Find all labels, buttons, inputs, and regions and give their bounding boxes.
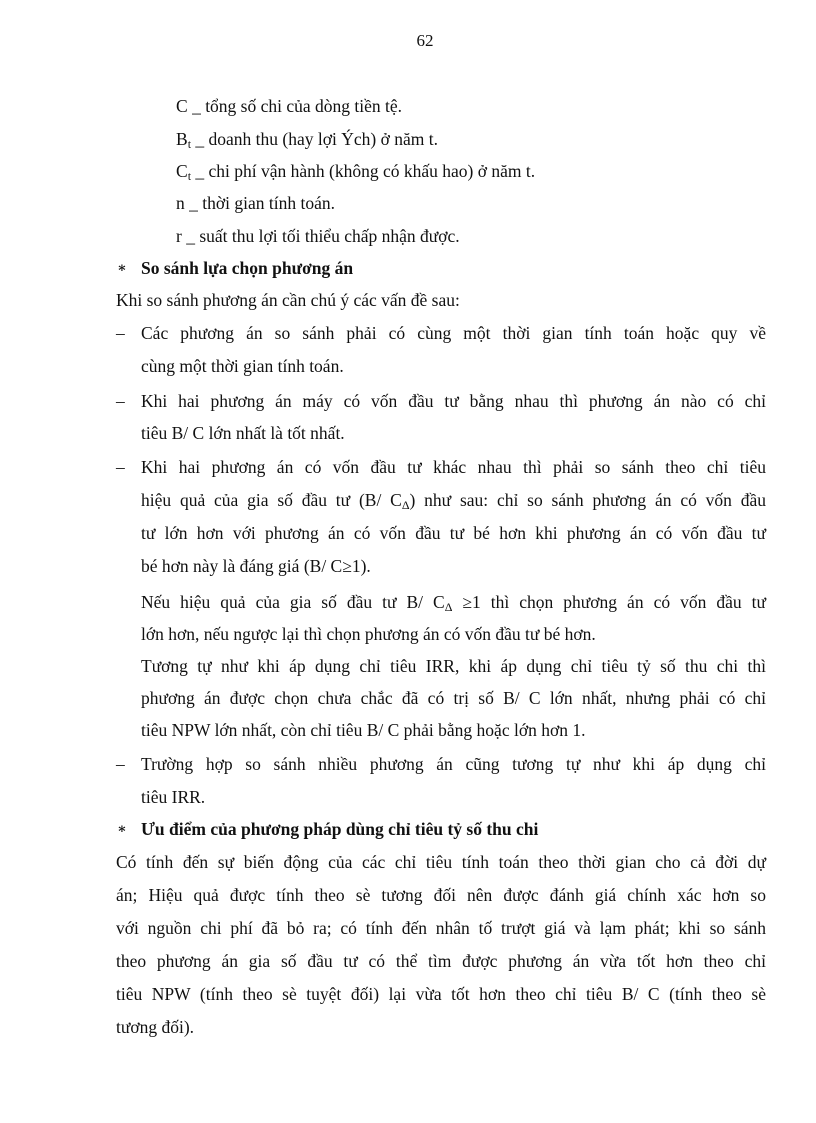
list-item-line: tiêu NPW lớn nhất, còn chỉ tiêu B/ C phải bằng hoặc lớn hơn 1. xyxy=(141,720,586,740)
dash-bullet: – xyxy=(116,754,125,774)
section-heading: So sánh lựa chọn phương án xyxy=(141,258,354,278)
dash-bullet: – xyxy=(116,391,125,411)
paragraph-line: án; Hiệu quả được tính theo sè tương đối nên được đánh giá chính xác hơn so xyxy=(116,885,766,905)
dash-bullet: – xyxy=(116,323,125,343)
list-item-line: Tương tự như khi áp dụng chỉ tiêu IRR, khi áp dụng chỉ tiêu tỷ số thu chi thì xyxy=(141,656,766,676)
list-item-line: tư lớn hơn với phương án có vốn đầu tư bé hơn khi phương án có vốn đầu tư xyxy=(141,523,766,543)
list-item-line: lớn hơn, nếu ngược lại thì chọn phương án có vốn đầu tư bé hơn. xyxy=(141,624,596,644)
dash-bullet: – xyxy=(116,457,125,477)
definition-item: r _ suất thu lợi tối thiểu chấp nhận được. xyxy=(176,226,460,246)
page-number: 62 xyxy=(416,31,434,50)
definition-item: $C_t$ _ chi phí vận hành (không có khấu hao) ở năm t. xyxy=(176,161,536,183)
paragraph-line: theo phương án gia số đầu tư có thể tìm được phương án vừa tốt hơn theo chỉ xyxy=(116,951,766,971)
list-item-line: phương án được chọn chưa chắc đã có trị số B/ C lớn nhất, nhưng phải có chỉ xyxy=(141,688,766,708)
section-heading: Ưu điểm của phương pháp dùng chỉ tiêu tỷ số thu chi xyxy=(141,819,539,839)
list-item-line: Các phương án so sánh phải có cùng một thời gian tính toán hoặc quy về xyxy=(141,323,766,343)
list-item-line: hiệu quả của gia số đầu tư (B/ $C_\Delta$) như sau: chỉ so sánh phương án có vốn đầu xyxy=(141,490,767,512)
list-item-line: Nếu hiệu quả của gia số đầu tư B/ $C_\Delta \ge 1$ thì chọn phương án có vốn đầu tư xyxy=(141,592,766,614)
list-item-line: cùng một thời gian tính toán. xyxy=(141,356,344,376)
list-item-line: bé hơn này là đáng giá (B/ C≥1). xyxy=(141,556,371,576)
paragraph-line: Có tính đến sự biến động của các chỉ tiêu tính toán theo thời gian cho cả đời dự xyxy=(116,852,766,872)
section-intro: Khi so sánh phương án cần chú ý các vấn đề sau: xyxy=(116,290,460,310)
list-item-line: Khi hai phương án có vốn đầu tư khác nhau thì phải so sánh theo chỉ tiêu xyxy=(141,457,766,477)
bullet-star-icon: ∗ xyxy=(117,261,127,276)
list-item-line: Khi hai phương án máy có vốn đầu tư bằng nhau thì phương án nào có chỉ xyxy=(141,391,766,411)
list-item-line: tiêu B/ C lớn nhất là tốt nhất. xyxy=(141,423,345,443)
list-item-line: Trường hợp so sánh nhiều phương án cũng tương tự như khi áp dụng chỉ xyxy=(141,754,766,774)
paragraph-line: tương đối). xyxy=(116,1017,195,1037)
definition-item: $B_t$ _ doanh thu (hay lợi Ých) ở năm t. xyxy=(176,129,438,151)
paragraph-line: với nguồn chi phí đã bỏ ra; có tính đến nhân tố trượt giá và lạm phát; khi so sánh xyxy=(116,918,766,938)
paragraph-line: tiêu NPW (tính theo sè tuyệt đối) lại vừa tốt hơn theo chỉ tiêu B/ C (tính theo sè xyxy=(116,984,766,1004)
list-item-line: tiêu IRR. xyxy=(141,787,206,807)
definition-item: n _ thời gian tính toán. xyxy=(176,193,335,213)
definition-item: C _ tổng số chi của dòng tiền tệ. xyxy=(176,96,403,116)
bullet-star-icon: ∗ xyxy=(117,822,127,837)
